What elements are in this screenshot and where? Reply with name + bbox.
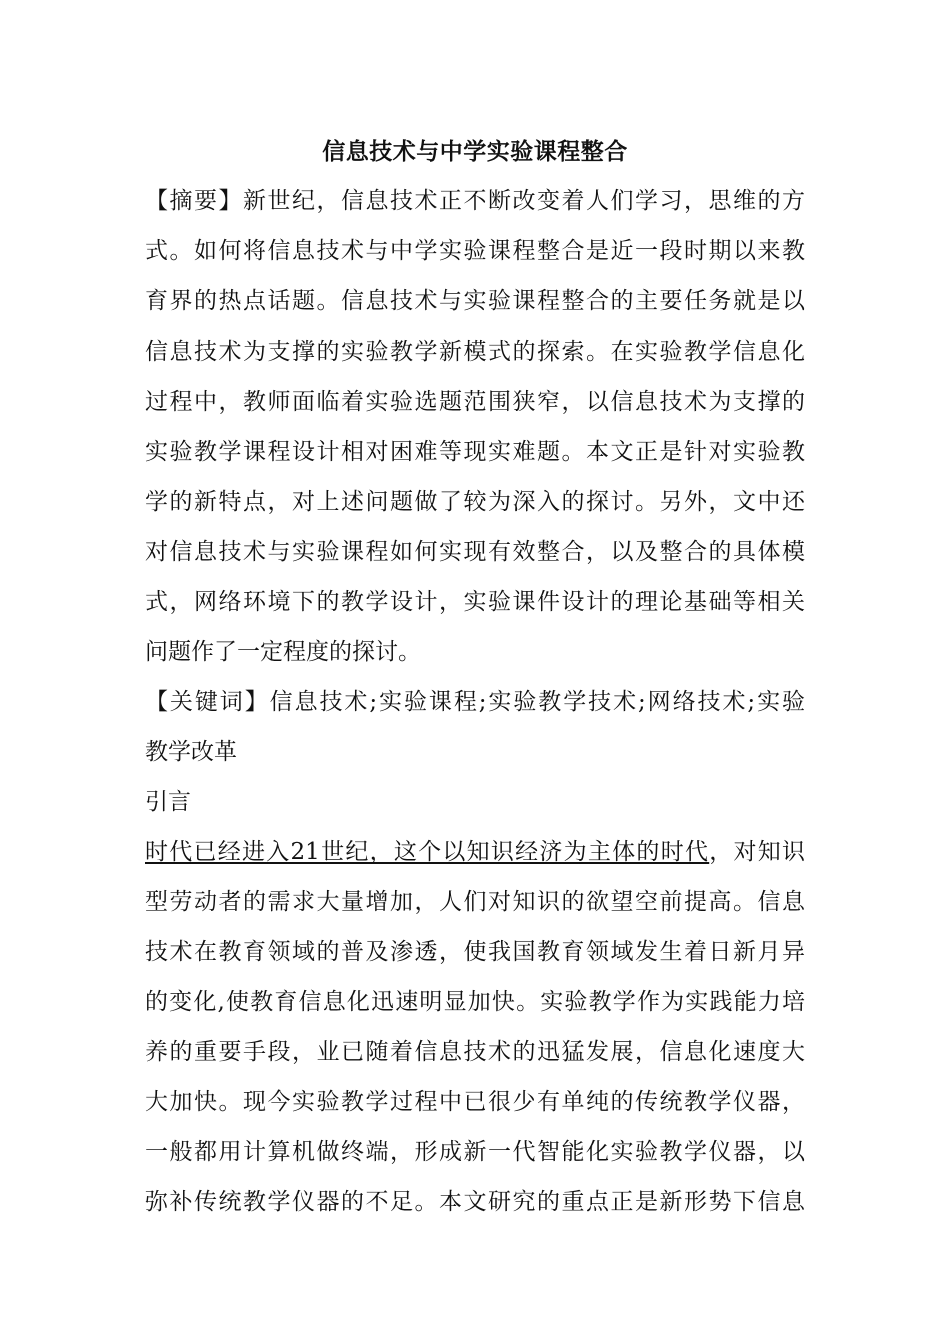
- abstract-line: 式，网络环境下的教学设计，实验课件设计的理论基础等相关: [145, 589, 805, 615]
- underlined-phrase: 时代已经进入21世纪，这个以知识经济为主体的时代: [145, 839, 710, 865]
- intro-line: 弥补传统教学仪器的不足。本文研究的重点正是新形势下信息: [145, 1189, 805, 1215]
- abstract-line: 学的新特点，对上述问题做了较为深入的探讨。另外，文中还: [145, 489, 805, 515]
- intro-line: 型劳动者的需求大量增加，人们对知识的欲望空前提高。信息: [145, 889, 805, 915]
- abstract-line: 问题作了一定程度的探讨。: [145, 639, 421, 665]
- intro-line: 养的重要手段，业已随着信息技术的迅猛发展，信息化速度大: [145, 1039, 805, 1065]
- intro-line: 大加快。现今实验教学过程中已很少有单纯的传统教学仪器，: [145, 1089, 805, 1115]
- abstract-line: 式。如何将信息技术与中学实验课程整合是近一段时期以来教: [145, 238, 805, 264]
- abstract-line: 信息技术为支撑的实验教学新模式的探索。在实验教学信息化: [145, 339, 805, 365]
- abstract-line: 对信息技术与实验课程如何实现有效整合，以及整合的具体模: [145, 539, 805, 565]
- abstract-line: 过程中，教师面临着实验选题范围狭窄，以信息技术为支撑的: [145, 389, 805, 415]
- intro-heading: 引言: [145, 789, 191, 815]
- abstract-line: 育界的热点话题。信息技术与实验课程整合的主要任务就是以: [145, 288, 805, 314]
- abstract-line: 【摘要】新世纪，信息技术正不断改变着人们学习，思维的方: [145, 188, 805, 214]
- document-title: 信息技术与中学实验课程整合: [322, 138, 628, 165]
- intro-first-line: [145, 836, 805, 868]
- abstract-line: 实验教学课程设计相对困难等现实难题。本文正是针对实验教: [145, 439, 805, 465]
- intro-line: 的变化,使教育信息化迅速明显加快。实验教学作为实践能力培: [145, 989, 805, 1015]
- intro-first-rest: ，对知识: [709, 839, 805, 865]
- intro-line: 技术在教育领域的普及渗透，使我国教育领域发生着日新月异: [145, 939, 805, 965]
- keywords-line: 【关键词】信息技术;实验课程;实验教学技术;网络技术;实验: [145, 689, 805, 715]
- keywords-line: 教学改革: [145, 739, 237, 765]
- intro-line: 一般都用计算机做终端，形成新一代智能化实验教学仪器，以: [145, 1139, 805, 1165]
